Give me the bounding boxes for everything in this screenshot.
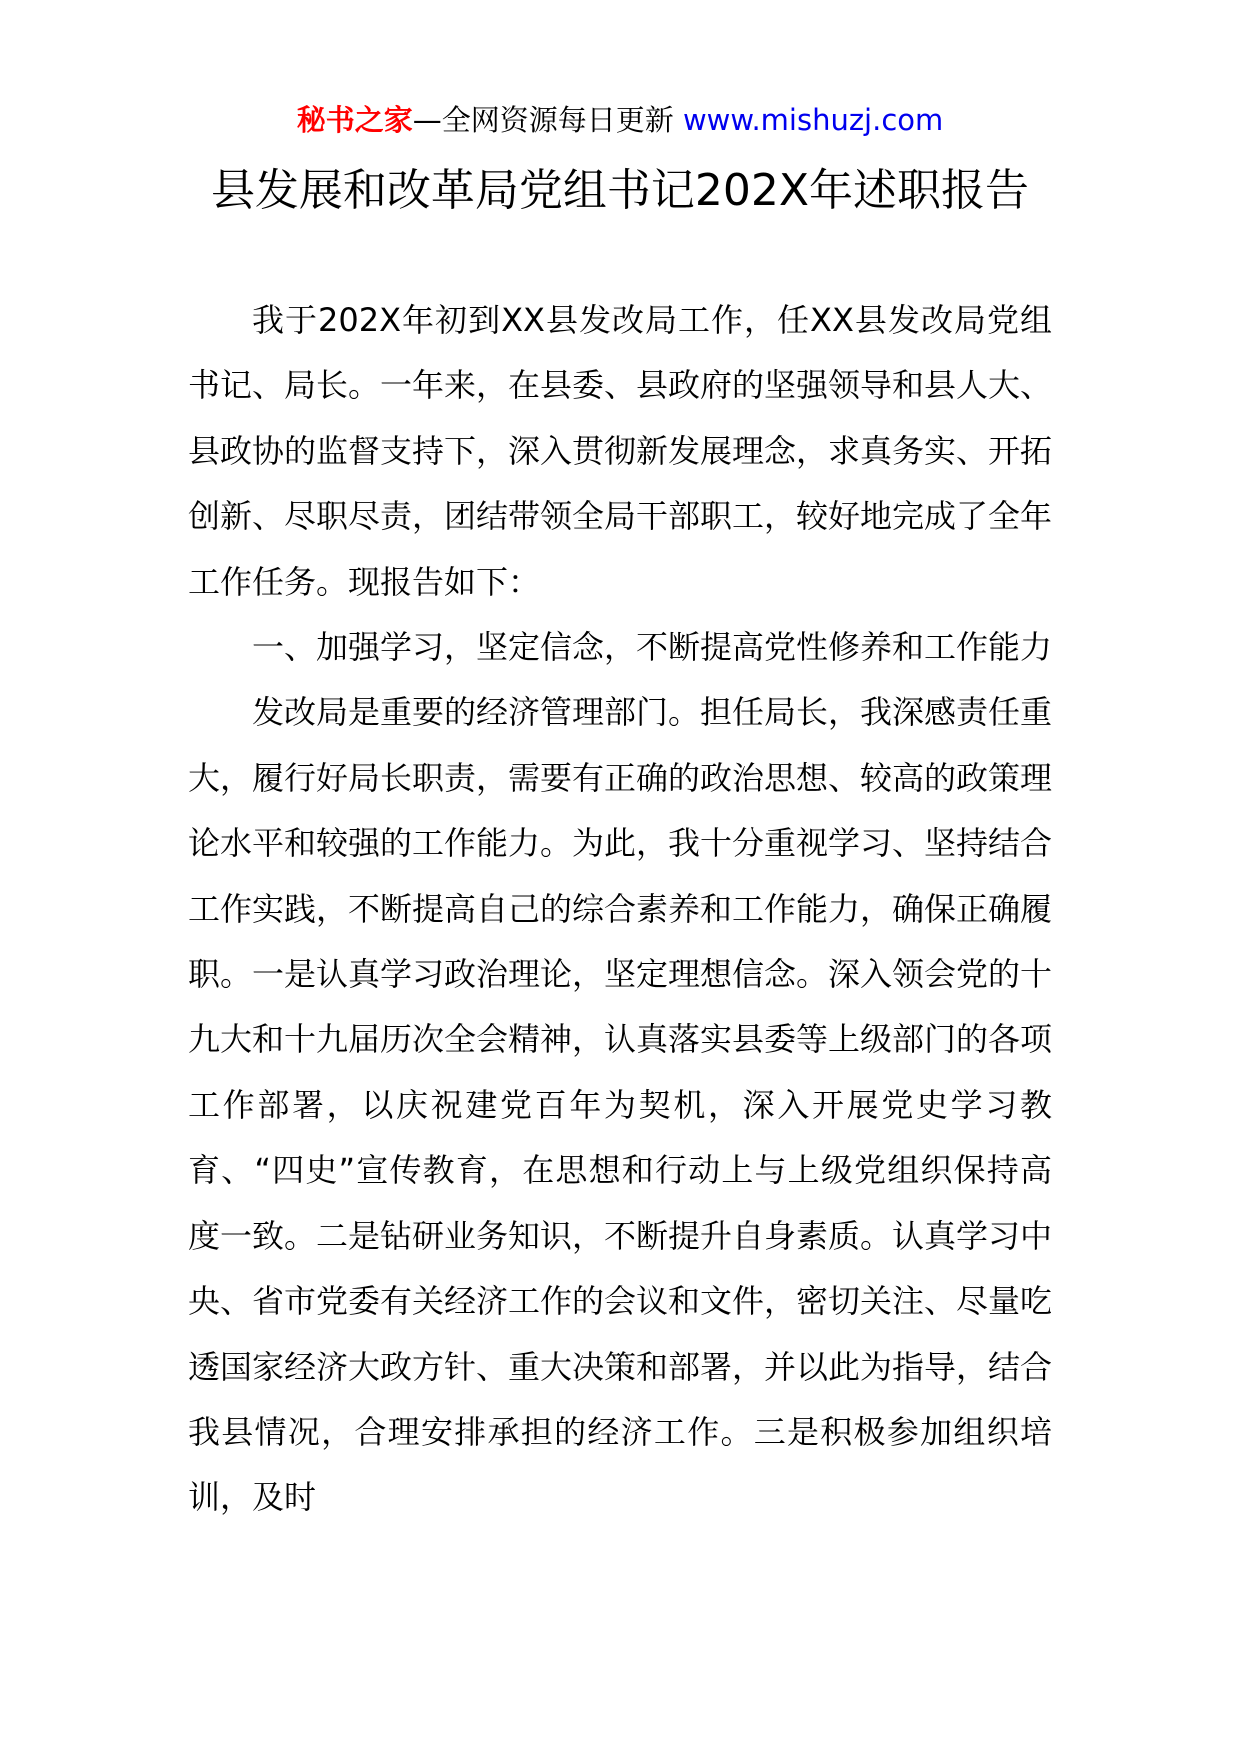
site-url-link[interactable]: www.mishuzj.com xyxy=(682,103,944,137)
section-1-paragraph: 发改局是重要的经济管理部门。担任局长，我深感责任重大，履行好局长职责，需要有正确的政治思想、较高的政策理论水平和较强的工作能力。为此，我十分重视学习、坚持结合工作实践，不断提高自己的综合素养和工作能力，确保正确履职。一是认真学习政治理论，坚定理想信念。深入领会党的十九大和十九届历次全会精神，认真落实县委等上级部门的各项工作部署，以庆祝建党百年为契机，深入开展党史学习教育、“四史”宣传教育，在思想和行动上与上级党组织保持高度一致。二是钻研业务知识，不断提升自身素质。认真学习中央、省市党委有关经济工作的会议和文件，密切关注、尽量吃透国家经济大政方针、重大决策和部署，并以此为指导，结合我县情况，合理安排承担的经济工作。三是积极参加组织培训，及时 xyxy=(188,693,1053,1517)
section-heading-1: 一、加强学习，坚定信念，不断提高党性修养和工作能力 xyxy=(252,628,1053,667)
header-tagline: —全网资源每日更新 xyxy=(412,103,674,137)
document-body xyxy=(188,288,1052,1531)
site-header xyxy=(0,100,1240,140)
brand-name: 秘书之家 xyxy=(296,103,413,137)
document-title: 县发展和改革局党组书记202X年述职报告 xyxy=(210,165,1030,216)
intro-paragraph: 我于202X年初到XX县发改局工作，任XX县发改局党组书记、局长。一年来，在县委、县政府的坚强领导和县人大、县政协的监督支持下，深入贯彻新发展理念，求真务实、开拓创新、尽职尽责，团结带领全局干部职工，较好地完成了全年工作任务。现报告如下： xyxy=(188,301,1053,601)
